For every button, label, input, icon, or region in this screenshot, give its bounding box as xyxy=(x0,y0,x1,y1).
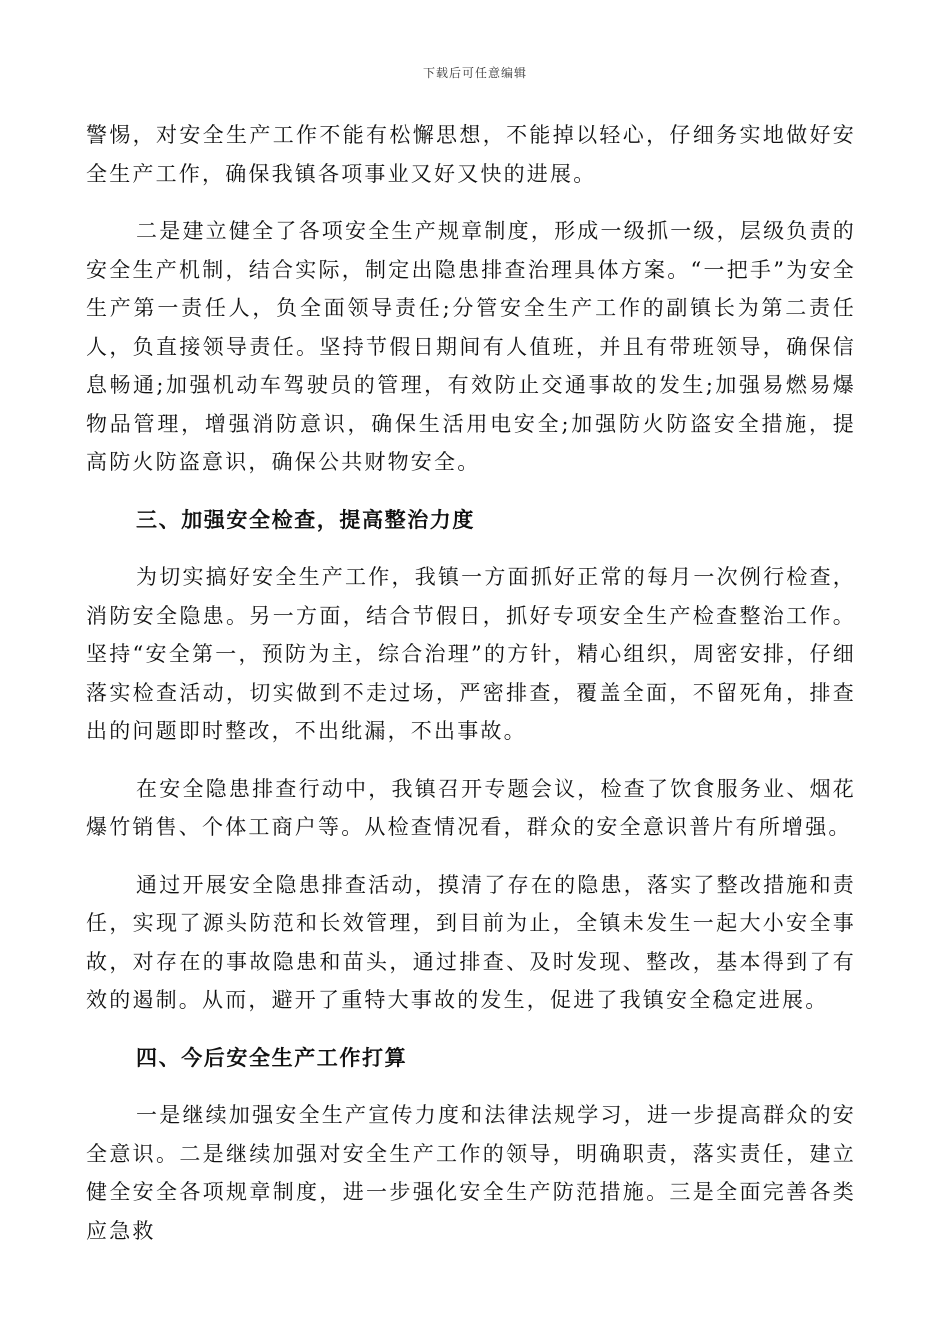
section-heading-3: 三、加强安全检查，提高整治力度 xyxy=(136,506,475,532)
paragraph-results: 通过开展安全隐患排查活动，摸清了存在的隐患，落实了整改措施和责任，实现了源头防范和长效管理，到目前为止，全镇未发生一起大小安全事故，对存在的事故隐患和苗头，通过排查、及时发现、整改，基本得到了有效的遏制。从而，避开了重特大事故的发生，促进了我镇安全稳定进展。 xyxy=(86,872,856,1012)
document-body xyxy=(86,116,856,1250)
header-note: 下载后可任意编辑 xyxy=(422,66,527,80)
paragraph-safety-rules: 二是建立健全了各项安全生产规章制度，形成一级抓一级，层级负责的安全生产机制，结合实际，制定出隐患排查治理具体方案。“一把手”为安全生产第一责任人，负全面领导责任;分管安全生产工作的副镇长为第二责任人，负直接领导责任。坚持节假日期间有人值班，并且有带班领导，确保信息畅通;加强机动车驾驶员的管理，有效防止交通事故的发生;加强易燃易爆物品管理，增强消防意识，确保生活用电安全;加强防火防盗安全措施，提高防火防盗意识，确保公共财物安全。 xyxy=(86,219,856,474)
paragraph-inspection: 为切实搞好安全生产工作，我镇一方面抓好正常的每月一次例行检查，消防安全隐患。另一方面，结合节假日，抓好专项安全生产检查整治工作。坚持“安全第一，预防为主，综合治理”的方针，精心组织，周密安排，仔细落实检查活动，切实做到不走过场，严密排查，覆盖全面，不留死角，排查出的问题即时整改，不出纰漏，不出事故。 xyxy=(86,565,856,743)
paragraph-hazard-campaign: 在安全隐患排查行动中，我镇召开专题会议，检查了饮食服务业、烟花爆竹销售、个体工商户等。从检查情况看，群众的安全意识普片有所增强。 xyxy=(86,776,856,839)
paragraph-continuation: 警惕，对安全生产工作不能有松懈思想，不能掉以轻心，仔细务实地做好安全生产工作，确保我镇各项事业又好又快的进展。 xyxy=(86,123,856,186)
paragraph-future-plans: 一是继续加强安全生产宣传力度和法律法规学习，进一步提高群众的安全意识。二是继续加强对安全生产工作的领导，明确职责，落实责任，建立健全安全各项规章制度，进一步强化安全生产防范措施。三是全面完善各类应急救 xyxy=(86,1103,856,1243)
section-heading-4: 四、今后安全生产工作打算 xyxy=(136,1044,408,1070)
